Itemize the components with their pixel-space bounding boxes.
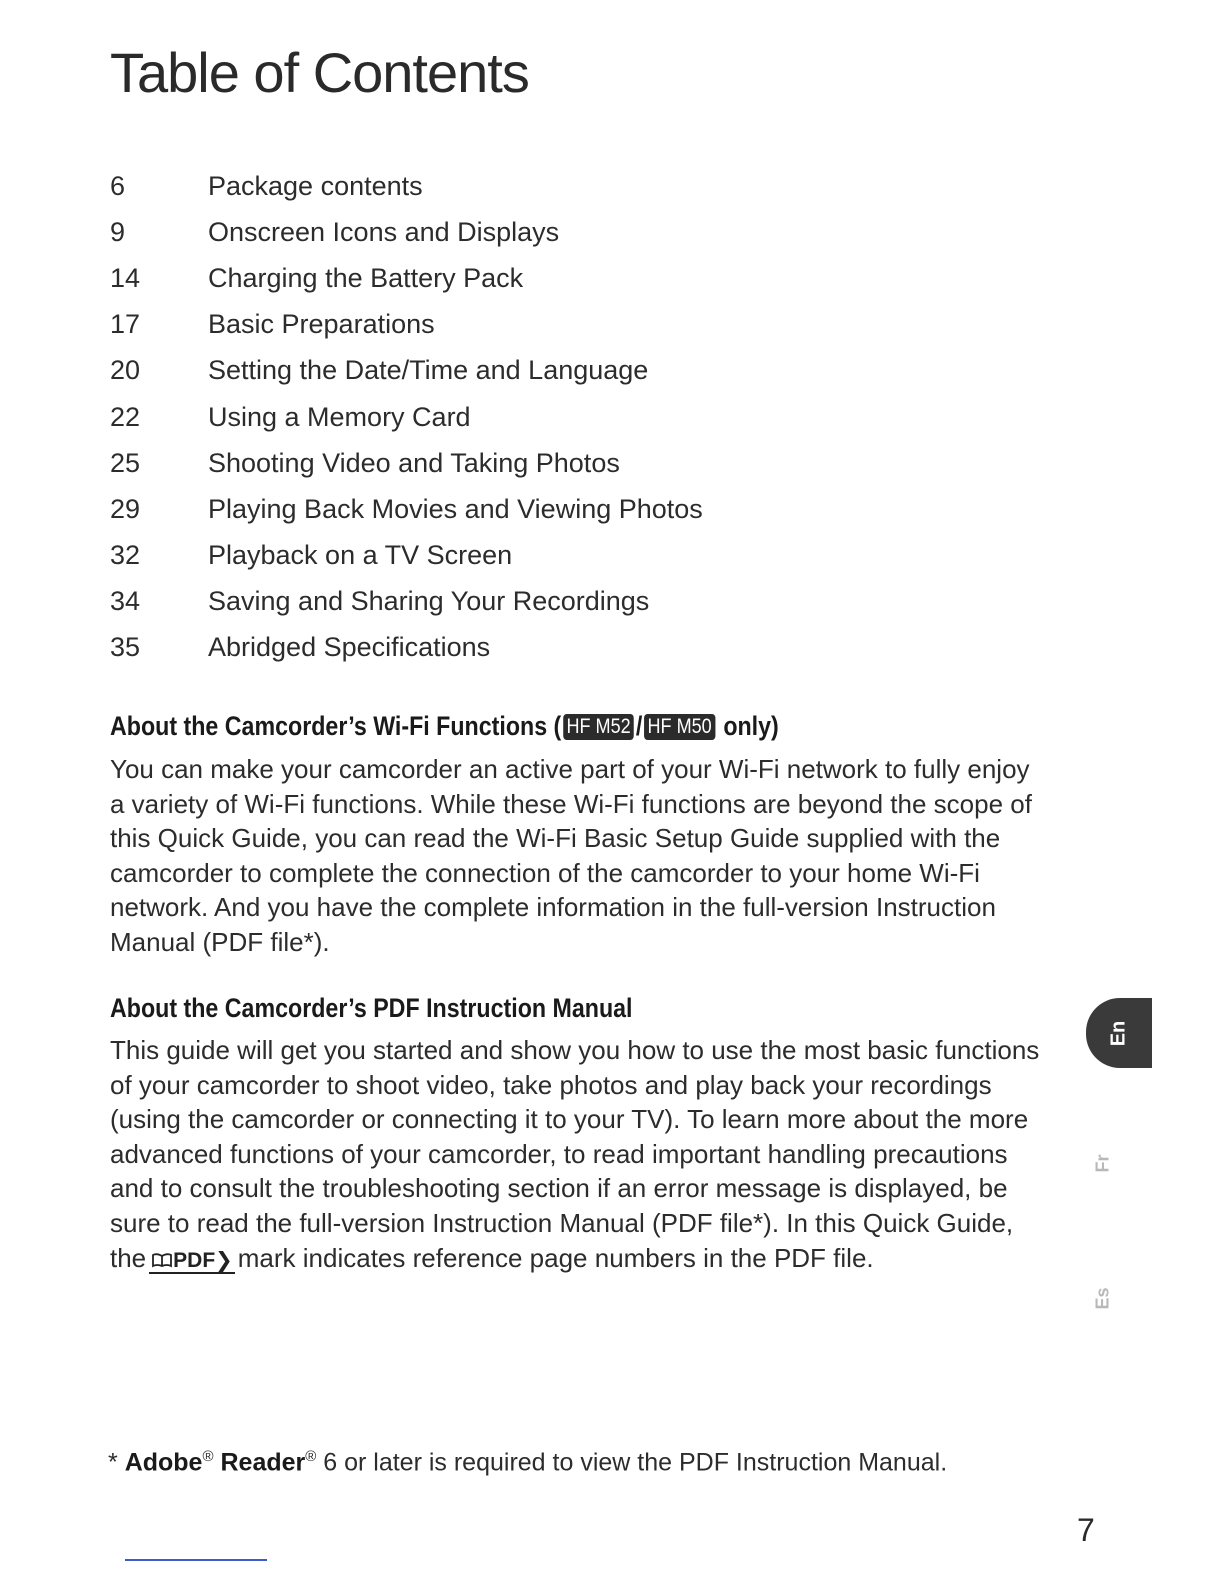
toc-page-number: 20 bbox=[110, 355, 141, 386]
toc-entry-title: Basic Preparations bbox=[208, 309, 435, 340]
toc-entry-title: Shooting Video and Taking Photos bbox=[208, 447, 620, 478]
toc-entry bbox=[110, 579, 910, 625]
table-of-contents bbox=[110, 163, 910, 671]
model-separator: / bbox=[635, 711, 643, 741]
toc-entry-title: Onscreen Icons and Displays bbox=[208, 216, 560, 247]
toc-page-number: 25 bbox=[110, 447, 141, 478]
footer-divider bbox=[125, 1559, 267, 1561]
toc-entry bbox=[110, 163, 910, 209]
toc-entry-title: Setting the Date/Time and Language bbox=[208, 355, 649, 386]
registered-mark: ® bbox=[202, 1448, 214, 1465]
pdf-body-text-end: mark indicates reference page numbers in the PDF file. bbox=[237, 1242, 874, 1273]
language-tab-es[interactable] bbox=[1086, 1268, 1120, 1328]
language-tab-fr[interactable] bbox=[1086, 1133, 1120, 1193]
page-number: 7 bbox=[1077, 1512, 1095, 1548]
toc-entry bbox=[110, 348, 910, 394]
wifi-section-body: You can make your camcorder an active part of your Wi-Fi network to fully enjoy a variety of Wi-Fi functions. While these Wi-Fi functions are beyond the scope of this Quick Guide, you can read the Wi-Fi Basic Setup Guide supplied with the camcorder to complete the connection of the camcorder to your home Wi-Fi network. And you have the complete information in the full-version Instruction Manual (PDF file*). bbox=[110, 754, 1032, 957]
brand-reader: Reader bbox=[220, 1448, 306, 1477]
brand-adobe: Adobe bbox=[124, 1448, 203, 1477]
toc-entry bbox=[110, 209, 910, 255]
toc-entry bbox=[110, 255, 910, 301]
model-badge-hf-m52: HF M52 bbox=[563, 714, 634, 740]
toc-page-number: 29 bbox=[110, 493, 141, 524]
toc-entry-title: Playing Back Movies and Viewing Photos bbox=[208, 493, 703, 524]
toc-page-number: 9 bbox=[110, 216, 126, 247]
toc-entry-title: Playback on a TV Screen bbox=[208, 540, 513, 571]
toc-entry-title: Using a Memory Card bbox=[208, 401, 471, 432]
toc-entry-title: Abridged Specifications bbox=[208, 632, 491, 663]
pdf-body-text: This guide will get you started and show you how to use the most basic functions of your camcorder to shoot video, take photos and play back your recordings (using the camcorder or connecting it to your TV). To learn more about the more advanced functions of your camcorder, to read important handling precautions and to consult the troubleshooting section if an error message is displayed, be sure to read the full-version Instruction Manual (PDF file*). In this Quick Guide, the bbox=[110, 1035, 1040, 1273]
toc-page-number: 32 bbox=[110, 540, 141, 571]
toc-entry-title: Saving and Sharing Your Recordings bbox=[208, 586, 650, 617]
toc-entry-title: Package contents bbox=[208, 170, 423, 201]
footnote bbox=[108, 1448, 947, 1477]
page-title: Table of Contents bbox=[110, 41, 529, 104]
language-tab-label: En bbox=[1107, 1020, 1130, 1046]
toc-entry bbox=[110, 486, 910, 532]
toc-page-number: 35 bbox=[110, 632, 141, 663]
book-icon bbox=[151, 1252, 173, 1268]
toc-entry-title: Charging the Battery Pack bbox=[208, 262, 524, 293]
toc-entry bbox=[110, 625, 910, 671]
wifi-heading-end: only) bbox=[716, 711, 779, 741]
toc-entry bbox=[110, 394, 910, 440]
toc-page-number: 14 bbox=[110, 262, 141, 293]
footnote-asterisk: * bbox=[108, 1448, 118, 1477]
toc-entry bbox=[110, 440, 910, 486]
toc-page-number: 34 bbox=[110, 586, 141, 617]
language-tab-en[interactable] bbox=[1086, 998, 1152, 1068]
toc-page-number: 17 bbox=[110, 309, 141, 340]
registered-mark: ® bbox=[305, 1448, 317, 1465]
language-tab-label: Es bbox=[1092, 1286, 1113, 1310]
footnote-text: 6 or later is required to view the PDF Instruction Manual. bbox=[316, 1448, 948, 1477]
pdf-mark-label: PDF bbox=[173, 1248, 216, 1272]
toc-entry bbox=[110, 302, 910, 348]
pdf-section-heading: About the Camcorder’s PDF Instruction Manual bbox=[110, 993, 633, 1023]
wifi-section-heading bbox=[110, 711, 779, 742]
language-tab-label: Fr bbox=[1092, 1154, 1113, 1172]
toc-page-number: 22 bbox=[110, 401, 141, 432]
model-badge-hf-m50: HF M50 bbox=[644, 714, 715, 740]
toc-entry bbox=[110, 533, 910, 579]
wifi-heading-start: About the Camcorder’s Wi-Fi Functions ( bbox=[110, 711, 562, 741]
toc-page-number: 6 bbox=[110, 170, 126, 201]
pdf-reference-mark: PDF❯ bbox=[149, 1250, 235, 1274]
pdf-section-body bbox=[110, 1033, 1050, 1275]
